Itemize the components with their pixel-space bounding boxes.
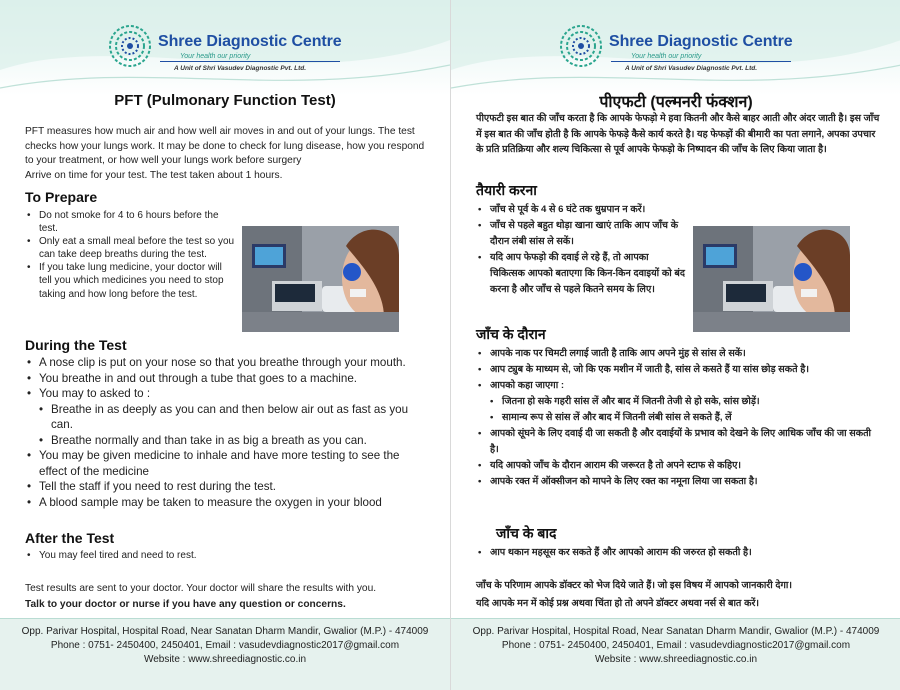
during-heading: जाँच के दौरान <box>476 326 546 342</box>
footer-address: Opp. Parivar Hospital, Hospital Road, Near Sanatan Dharm Mandir, Gwalior (M.P.) - 474009 <box>472 626 880 637</box>
during-list <box>25 355 430 510</box>
footer-website[interactable]: Website : www.shreediagnostic.co.in <box>594 654 758 665</box>
after-list <box>25 549 430 562</box>
arrive-note: Arrive on time for your test. The test taken about 1 hours. <box>25 169 283 181</box>
intro-text <box>25 125 430 183</box>
pft-photo <box>693 226 850 332</box>
list-item: • Breathe in as deeply as you can and then below air out as fast as you can. <box>25 402 430 433</box>
list-item: • आपको सूंघने के लिए दवाई दी जा सकती है और दवाईयों के प्रभाव को देखने के लिए आधिक जाँच की जा सकती है। <box>476 426 881 458</box>
contact-note: Talk to your doctor or nurse if you have any question or concerns. <box>25 599 346 610</box>
after-heading: जाँच के बाद <box>496 525 557 541</box>
results-note: जाँच के परिणाम आपके डॉक्टर को भेज दिये जाते हैं। जो इस विषय में आपको जानकारी देगा। <box>476 580 792 591</box>
list-item: • आप ट्युब के माध्यम से, जो कि एक मशीन में जाती है, सांस ले कसते हैं या सांस छोड़ सकते है। <box>476 362 881 378</box>
brand-tagline: Your health our priority <box>180 53 251 60</box>
pft-photo <box>242 226 399 332</box>
list-item: • Only eat a small meal before the test so you can take deep breaths during the test. <box>25 235 235 261</box>
footer-address: Opp. Parivar Hospital, Hospital Road, Near Sanatan Dharm Mandir, Gwalior (M.P.) - 474009 <box>21 626 429 637</box>
intro-paragraph: पीएफटी इस बात की जाँच करता है कि आपके फेफड़ो मे हवा कितनी और कैसे बाहर आती और अंदर जाती है। इस जाँच में इस बात की जाँच होती है कि आपके फेफड़े कैसे कार्य करते है। यह फेफड़ों की बीमारी का पता लगाने, अपका उपचार के प्रति प्रतिक्रिया और शल्य चिकित्सा से पूर्व आपके फेफड़ो के निष्पादन की जाँच के लिए किया जाता है। <box>476 113 880 155</box>
list-item: • आपको कहा जाएगा : <box>476 378 881 394</box>
page-title: PFT (Pulmonary Function Test) <box>114 92 336 109</box>
list-item: • Tell the staff if you need to rest during the test. <box>25 479 430 495</box>
list-item: • A nose clip is put on your nose so that you breathe through your mouth. <box>25 355 430 371</box>
patient-spirometry-illustration <box>242 226 399 332</box>
list-item: • You may feel tired and need to rest. <box>25 549 430 562</box>
list-item: • If you take lung medicine, your doctor will tell you which medicines you need to stop taking and how long before the test. <box>25 261 235 300</box>
contact-note: यदि आपके मन में कोई प्रश्न अथवा चिंता हो तो अपने डॉक्टर अथवा नर्स से बात करें। <box>476 598 759 609</box>
footer <box>451 618 900 690</box>
patient-spirometry-illustration <box>693 226 850 332</box>
list-item: • You breathe in and out through a tube that goes to a machine. <box>25 371 430 387</box>
brand-unit: A Unit of Shri Vasudev Diagnostic Pvt. Ltd. <box>174 65 307 72</box>
during-list <box>476 346 881 490</box>
list-item: • आपके नाक पर चिमटी लगाई जाती है ताकि आप अपने मुंह से सांस ले सकें। <box>476 346 881 362</box>
list-item: • A blood sample may be taken to measure the oxygen in your blood <box>25 495 430 511</box>
list-item: • यदि आप फेफड़ो की दवाई ले रहे हैं, तो आपका चिकित्सक आपको बताएगा कि किन-किन दवाइयों को बंद करना है और जाँच से पहले कितने समय के लिए। <box>476 250 686 298</box>
list-item: • जाँच से पहले बहुत थोड़ा खाना खाएं ताकि आप जाँच के दौरान लंबी सांस ले सकें। <box>476 218 686 250</box>
brand-logo <box>559 24 799 76</box>
intro-paragraph: PFT measures how much air and how well air moves in and out of your lungs. The test checks how your lungs work. It may be done to check for lung disease, how you respond to your treatment, or how well your lungs work before surgery <box>25 126 425 167</box>
prepare-list <box>476 202 686 298</box>
logo-icon <box>559 24 603 68</box>
list-item: • आपके रक्त में ऑक्सीजन को मापने के लिए रक्त का नमूना लिया जा सकता है। <box>476 474 881 490</box>
during-heading: During the Test <box>25 337 127 353</box>
prepare-heading: तैयारी करना <box>476 182 537 198</box>
list-item: • Breathe normally and than take in as big a breath as you can. <box>25 433 430 449</box>
prepare-heading: To Prepare <box>25 189 98 205</box>
footer-phone: Phone : 0751- 2450400, 2450401, Email : vasudevdiagnostic2017@gmail.com <box>50 640 400 651</box>
logo-icon <box>108 24 152 68</box>
footer-phone: Phone : 0751- 2450400, 2450401, Email : vasudevdiagnostic2017@gmail.com <box>501 640 851 651</box>
hindi-panel <box>450 0 900 690</box>
results-note: Test results are sent to your doctor. Your doctor will share the results with you. <box>25 583 377 594</box>
brand-divider <box>611 61 791 62</box>
brand-name: Shree Diagnostic Centre <box>609 33 793 50</box>
list-item: • Do not smoke for 4 to 6 hours before the test. <box>25 209 235 235</box>
list-item: • You may to asked to : <box>25 386 430 402</box>
page-title: पीएफटी (पल्मनरी फंक्शन) <box>599 94 753 111</box>
brand-unit: A Unit of Shri Vasudev Diagnostic Pvt. Ltd. <box>625 65 758 72</box>
list-item: • सामान्य रूप से सांस लें और बाद में जितनी लंबी सांस ले सकते हैं, लें <box>476 410 881 426</box>
after-heading: After the Test <box>25 530 115 546</box>
brand-tagline: Your health our priority <box>631 53 702 60</box>
list-item: • जाँच से पूर्व के 4 से 6 घंटे तक धुम्रपान न करें। <box>476 202 686 218</box>
brand-name: Shree Diagnostic Centre <box>158 33 342 50</box>
list-item: • You may be given medicine to inhale and have more testing to see the effect of the medicine <box>25 448 430 479</box>
footer-website[interactable]: Website : www.shreediagnostic.co.in <box>143 654 307 665</box>
list-item: • जितना हो सके गहरी सांस लें और बाद में जितनी तेजी से हो सके, सांस छोड़ें। <box>476 394 881 410</box>
prepare-list <box>25 209 235 301</box>
footer <box>0 618 450 690</box>
brand-logo <box>108 24 348 76</box>
list-item: • यदि आपको जाँच के दौरान आराम की जरूरत है तो अपने स्टाफ से कहिए। <box>476 458 881 474</box>
after-list <box>476 545 881 561</box>
list-item: • आप थकान महसूस कर सकते हैं और आपको आराम की जरुरत हो सकती है। <box>476 545 881 561</box>
brand-divider <box>160 61 340 62</box>
